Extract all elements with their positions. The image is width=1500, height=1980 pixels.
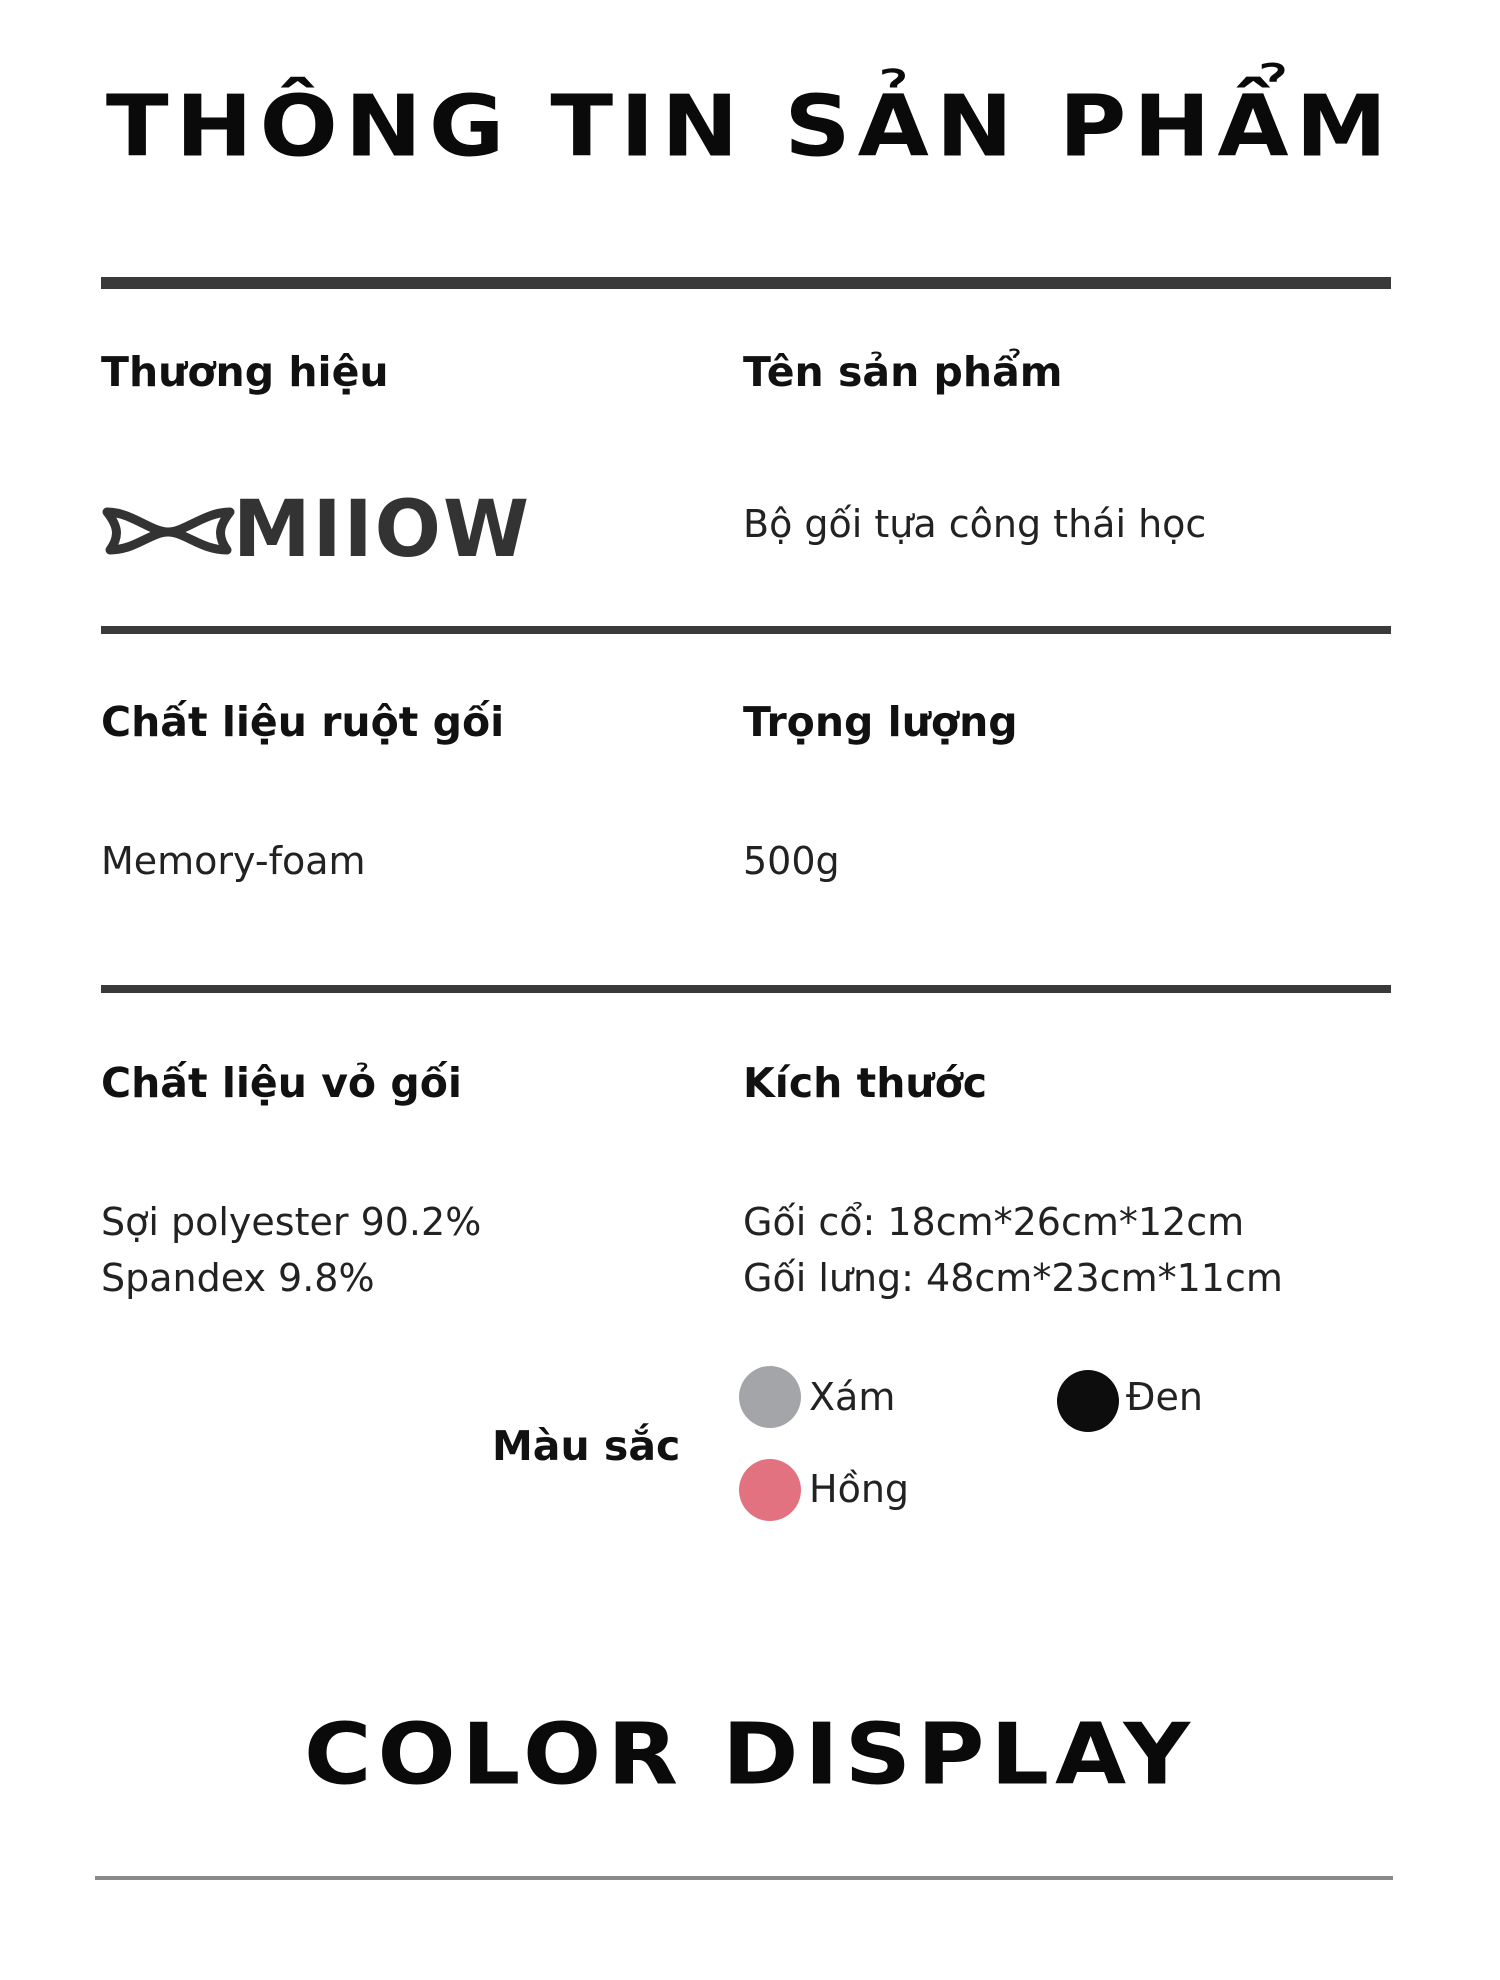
page-title: THÔNG TIN SẢN PHẨM <box>105 77 1395 176</box>
cover-material-line: Sợi polyester 90.2% <box>101 1200 482 1244</box>
color-swatch-gray <box>739 1366 801 1428</box>
color-display-heading: COLOR DISPLAY <box>303 1705 1197 1804</box>
bottom-divider <box>95 1876 1393 1880</box>
brand-logo <box>101 485 532 575</box>
weight-label: Trọng lượng <box>743 698 1018 746</box>
size-label: Kích thước <box>743 1059 988 1107</box>
core-material-value: Memory-foam <box>101 839 366 883</box>
section-divider <box>101 626 1391 634</box>
brand-label: Thương hiệu <box>101 348 389 396</box>
cover-material-label: Chất liệu vỏ gối <box>101 1059 462 1107</box>
section-divider <box>101 985 1391 993</box>
size-line: Gối cổ: 18cm*26cm*12cm <box>743 1200 1245 1244</box>
section-divider <box>101 277 1391 289</box>
color-name-black: Đen <box>1126 1375 1203 1419</box>
core-material-label: Chất liệu ruột gối <box>101 698 505 746</box>
color-swatch-pink <box>739 1459 801 1521</box>
cover-material-line: Spandex 9.8% <box>101 1256 375 1300</box>
product-name-value: Bộ gối tựa công thái học <box>743 502 1207 546</box>
color-name-gray: Xám <box>809 1375 896 1419</box>
miiow-bow-icon <box>101 502 236 558</box>
product-name-label: Tên sản phẩm <box>743 348 1063 396</box>
color-swatch-black <box>1057 1370 1119 1432</box>
colors-label: Màu sắc <box>492 1422 681 1470</box>
color-name-pink: Hồng <box>809 1467 910 1511</box>
brand-logo-text: MIIOW <box>233 485 532 575</box>
size-line: Gối lưng: 48cm*23cm*11cm <box>743 1256 1283 1300</box>
weight-value: 500g <box>743 839 840 883</box>
